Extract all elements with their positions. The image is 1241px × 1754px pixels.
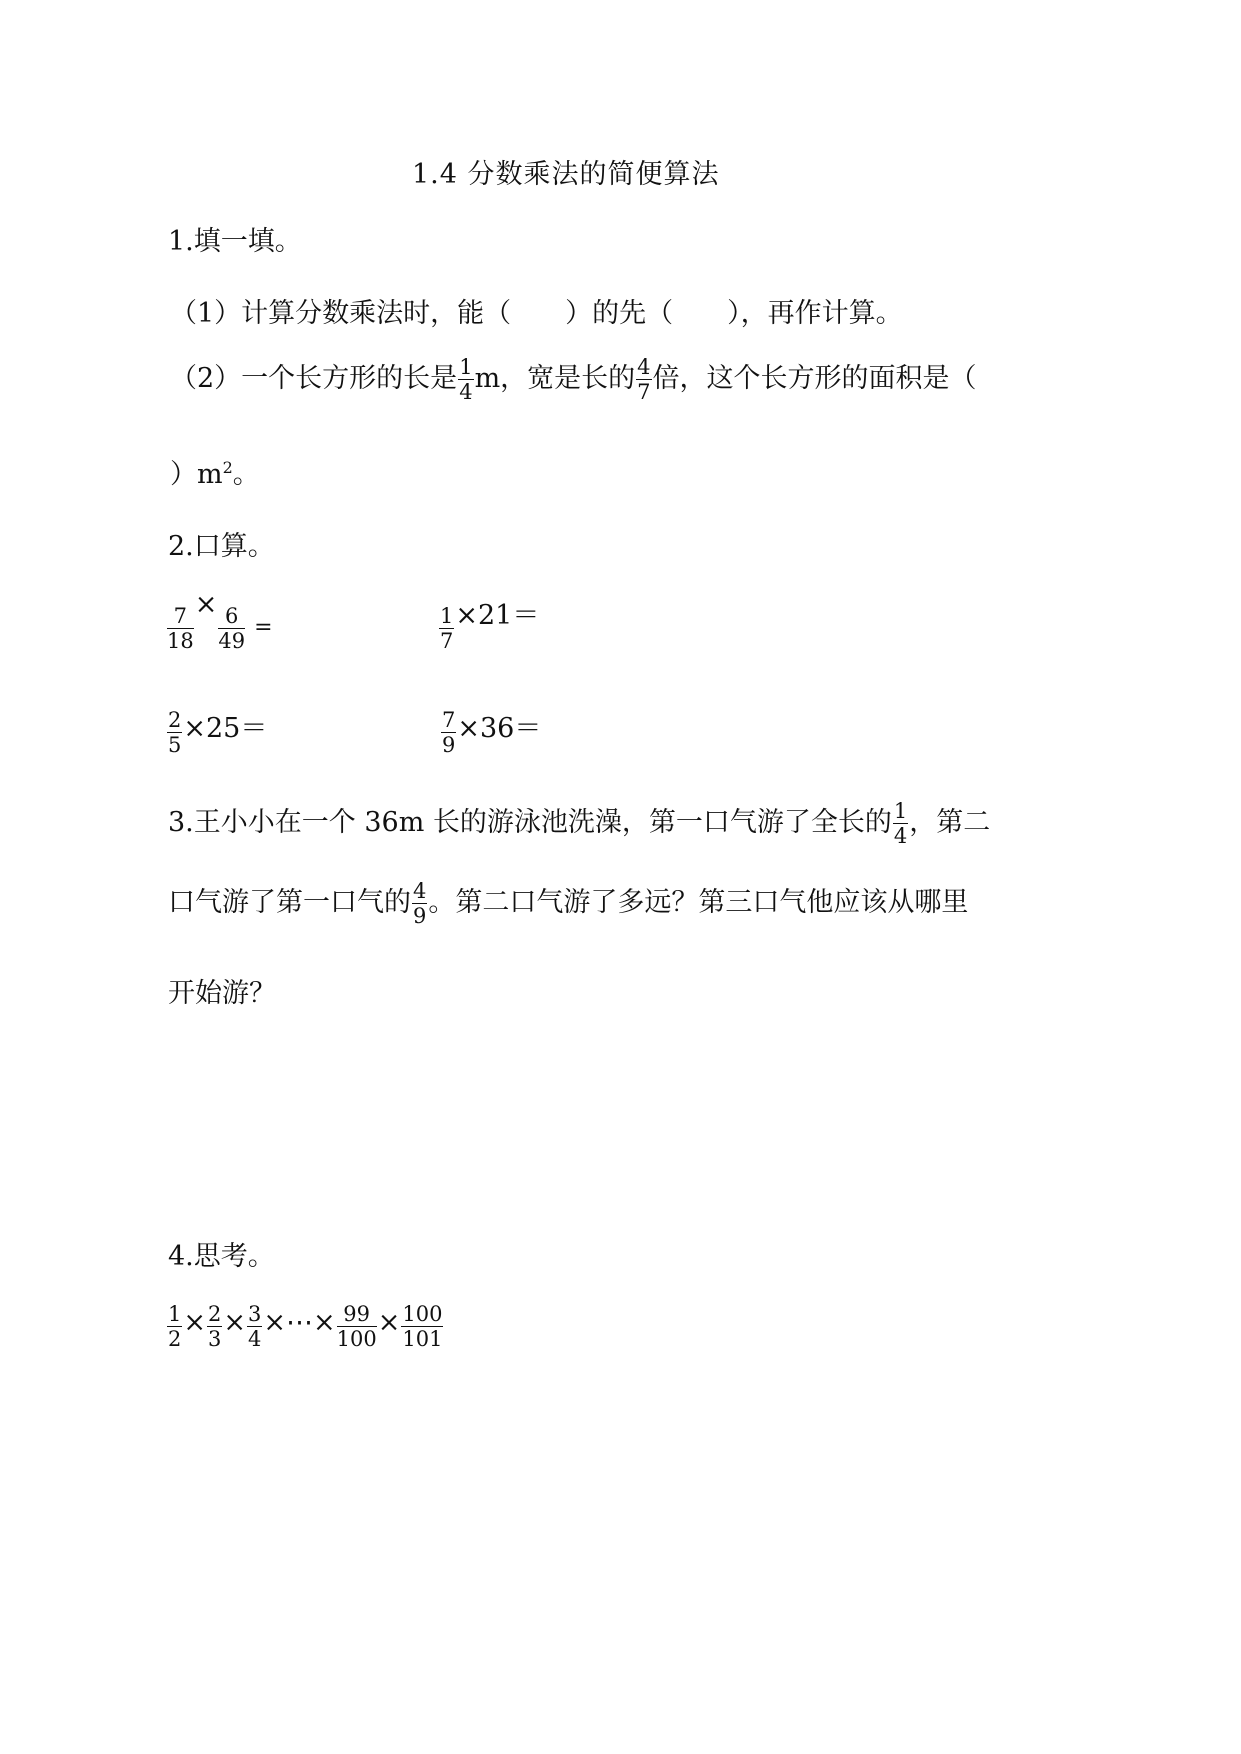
fraction-numerator: 2 — [208, 1302, 222, 1326]
expression-rest: ×25＝ — [183, 713, 268, 744]
fraction-2-5 — [167, 709, 182, 756]
fraction-1-7 — [439, 605, 454, 652]
fraction-denominator: 100 — [336, 1327, 377, 1352]
q2-expression-2 — [438, 600, 540, 654]
fraction-denominator: 3 — [208, 1327, 222, 1352]
q4-expression — [166, 1303, 444, 1350]
fraction-100-101 — [401, 1303, 443, 1350]
q1-heading: 1.填一填。 — [168, 226, 302, 257]
fraction-numerator: 1 — [168, 1302, 182, 1326]
fraction-denominator: 7 — [637, 380, 651, 405]
q4-heading: 4.思考。 — [168, 1241, 275, 1272]
fraction-numerator: 1 — [893, 799, 908, 823]
fraction-numerator: 1 — [440, 604, 454, 628]
q2-expression-3 — [166, 706, 267, 756]
fraction-3-4 — [247, 1303, 262, 1350]
fraction-numerator: 100 — [402, 1302, 443, 1326]
q1-item1: （1）计算分数乘法时，能（ ）的先（ ），再作计算。 — [170, 298, 903, 329]
equals-sign: = — [254, 615, 273, 640]
q1-item2 — [170, 356, 977, 403]
fraction-1-2 — [167, 1303, 182, 1350]
q3-line-2 — [168, 880, 968, 927]
fraction-numerator: 7 — [167, 605, 194, 629]
q1-item2-text-e: 。 — [232, 459, 260, 490]
ellipsis-product: ×⋯× — [263, 1307, 336, 1339]
q3-text-b: ，第二 — [909, 807, 991, 839]
q1-item2-cont — [170, 460, 260, 488]
q1-item2-text-c: 倍，这个长方形的面积是（ — [652, 363, 977, 395]
q1-item2-text-a: （2）一个长方形的长是 — [170, 363, 458, 395]
fraction-4-9 — [412, 880, 427, 927]
q3-text-c: 口气游了第一口气的 — [168, 887, 411, 919]
fraction-denominator: 9 — [442, 733, 456, 757]
fraction-numerator: 4 — [413, 879, 427, 903]
fraction-denominator: 101 — [402, 1327, 443, 1352]
fraction-numerator: 1 — [459, 355, 473, 379]
fraction-denominator: 9 — [413, 904, 427, 929]
fraction-denominator: 4 — [459, 380, 473, 405]
q2-heading: 2.口算。 — [168, 531, 275, 562]
fraction-99-100 — [337, 1303, 377, 1350]
q1-item2-fraction-2 — [636, 356, 651, 403]
fraction-denominator: 4 — [893, 824, 908, 849]
times-sign: × — [183, 1307, 206, 1339]
expression-rest: ×36＝ — [457, 713, 542, 744]
fraction-1-4 — [893, 800, 908, 847]
q3-text-a: 3.王小小在一个 36m 长的游泳池洗澡，第一口气游了全长的 — [168, 807, 892, 839]
fraction-denominator: 4 — [248, 1327, 262, 1352]
times-sign: × — [223, 1307, 246, 1339]
expression-rest: ×21＝ — [455, 600, 540, 631]
fraction-7-9 — [441, 709, 456, 756]
fraction-numerator: 6 — [218, 605, 245, 629]
fraction-denominator: 5 — [168, 733, 182, 757]
q1-item2-text-d: ）m — [170, 459, 223, 490]
page-title: 1.4 分数乘法的简便算法 — [412, 159, 720, 190]
q3-text-d: 。第二口气游了多远？第三口气他应该从哪里 — [428, 887, 969, 919]
q3-line-1 — [168, 800, 990, 847]
q1-item2-text-b: m，宽是长的 — [474, 363, 636, 395]
q3-line-3: 开始游？ — [168, 978, 276, 1009]
fraction-numerator: 7 — [442, 707, 456, 732]
fraction-6-49 — [218, 605, 245, 652]
times-sign: × — [377, 1307, 401, 1339]
q1-item2-fraction-1 — [458, 356, 473, 403]
fraction-numerator: 3 — [248, 1302, 262, 1326]
fraction-denominator: 2 — [168, 1327, 182, 1352]
fraction-denominator: 18 — [167, 629, 194, 654]
q2-expression-1 — [166, 589, 273, 654]
fraction-numerator: 2 — [168, 707, 182, 732]
q2-expression-4 — [440, 706, 541, 756]
fraction-7-18 — [167, 605, 194, 652]
fraction-numerator: 4 — [637, 355, 651, 379]
fraction-2-3 — [207, 1303, 222, 1350]
fraction-denominator: 7 — [440, 629, 454, 654]
fraction-denominator: 49 — [218, 629, 246, 654]
times-sign: × — [194, 589, 218, 620]
squared-superscript: 2 — [222, 458, 233, 477]
fraction-numerator: 99 — [337, 1303, 377, 1327]
